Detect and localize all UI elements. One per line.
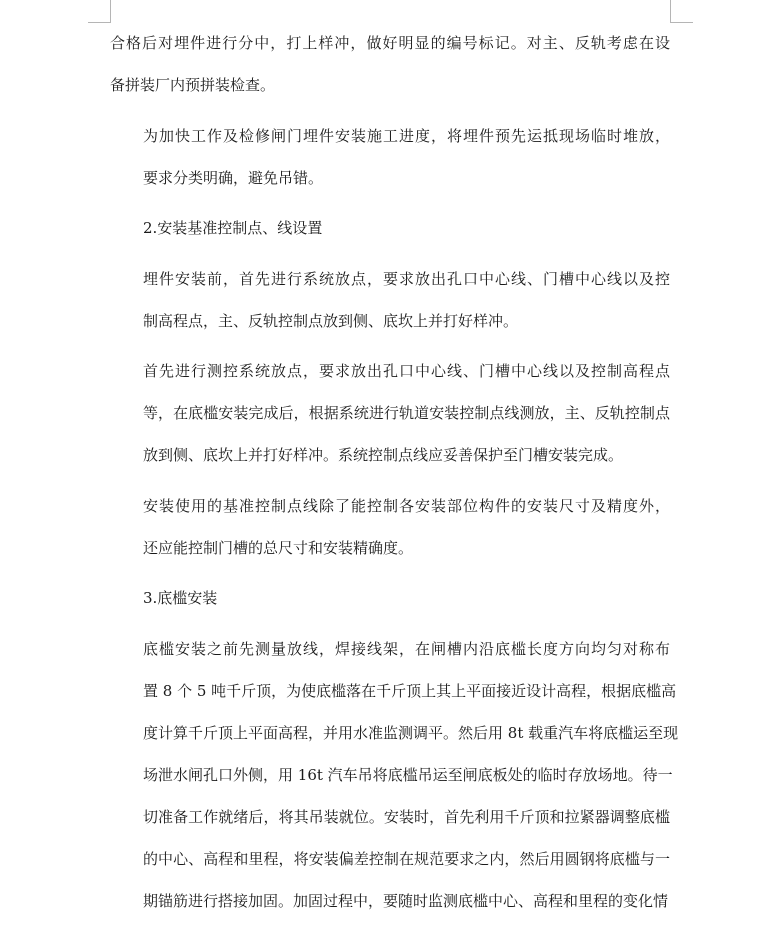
section-heading — [110, 207, 670, 249]
paragraph — [110, 350, 670, 476]
page-corner-mark-right — [670, 0, 693, 23]
section-heading — [110, 577, 670, 619]
text-line: 等，在底槛安装完成后，根据系统进行轨道安装控制点线测放，主、反轨控制点 — [143, 404, 670, 422]
text-line: 制高程点，主、反轨控制点放到侧、底坎上并打好样冲。 — [143, 311, 519, 330]
text-line: 要求分类明确，避免吊错。 — [143, 168, 324, 187]
paragraph — [110, 258, 670, 342]
text-line: 安装使用的基准控制点线除了能控制各安装部位构件的安装尺寸及精度外， — [143, 496, 670, 515]
text-line: 放到侧、底坎上并打好样冲。系统控制点线应妥善保护至门槽安装完成。 — [143, 446, 624, 464]
document-body — [110, 22, 679, 930]
text-line: 首先进行测控系统放点，要求放出孔口中心线、门槽中心线以及控制高程点 — [143, 362, 670, 380]
text-line: 合格后对埋件进行分中，打上样冲，做好明显的编号标记。对主、反轨考虑在设 — [110, 34, 670, 52]
paragraph — [110, 485, 670, 569]
paragraph — [110, 115, 670, 199]
text-line: 期锚筋进行搭接加固。加固过程中，要随时监测底槛中心、高程和里程的变化情 — [143, 891, 669, 910]
text-line: 切准备工作就绪后，将其吊装就位。安装时，首先利用千斤顶和拉紧器调整底槛 — [143, 807, 670, 826]
text-line: 为加快工作及检修闸门埋件安装施工进度，将埋件预先运抵现场临时堆放， — [143, 126, 670, 145]
text-line: 备拼装厂内预拼装检查。 — [110, 76, 276, 94]
text-line: 底槛安装之前先测量放线，焊接线架，在闸槽内沿底槛长度方向均匀对称布 — [143, 639, 670, 658]
text-line: 度计算千斤顶上平面高程，并用水准监测调平。然后用 8t 载重汽车将底槛运至现 — [143, 723, 679, 742]
text-line: 场泄水闸孔口外侧，用 16t 汽车吊将底槛吊运至闸底板处的临时存放场地。待一 — [143, 765, 673, 784]
paragraph — [110, 628, 679, 922]
paragraph — [110, 22, 670, 106]
text-line: 的中心、高程和里程，将安装偏差控制在规范要求之内，然后用圆钢将底槛与一 — [143, 849, 670, 868]
text-line: 3.底槛安装 — [143, 589, 218, 607]
text-line: 置 8 个 5 吨千斤顶，为使底槛落在千斤顶上其上平面接近设计高程，根据底槛高 — [143, 681, 677, 700]
text-line: 埋件安装前，首先进行系统放点，要求放出孔口中心线、门槽中心线以及控 — [143, 269, 670, 288]
text-line: 2.安装基准控制点、线设置 — [143, 219, 323, 237]
text-line: 还应能控制门槽的总尺寸和安装精确度。 — [143, 538, 414, 557]
page-corner-mark-left — [88, 0, 111, 23]
